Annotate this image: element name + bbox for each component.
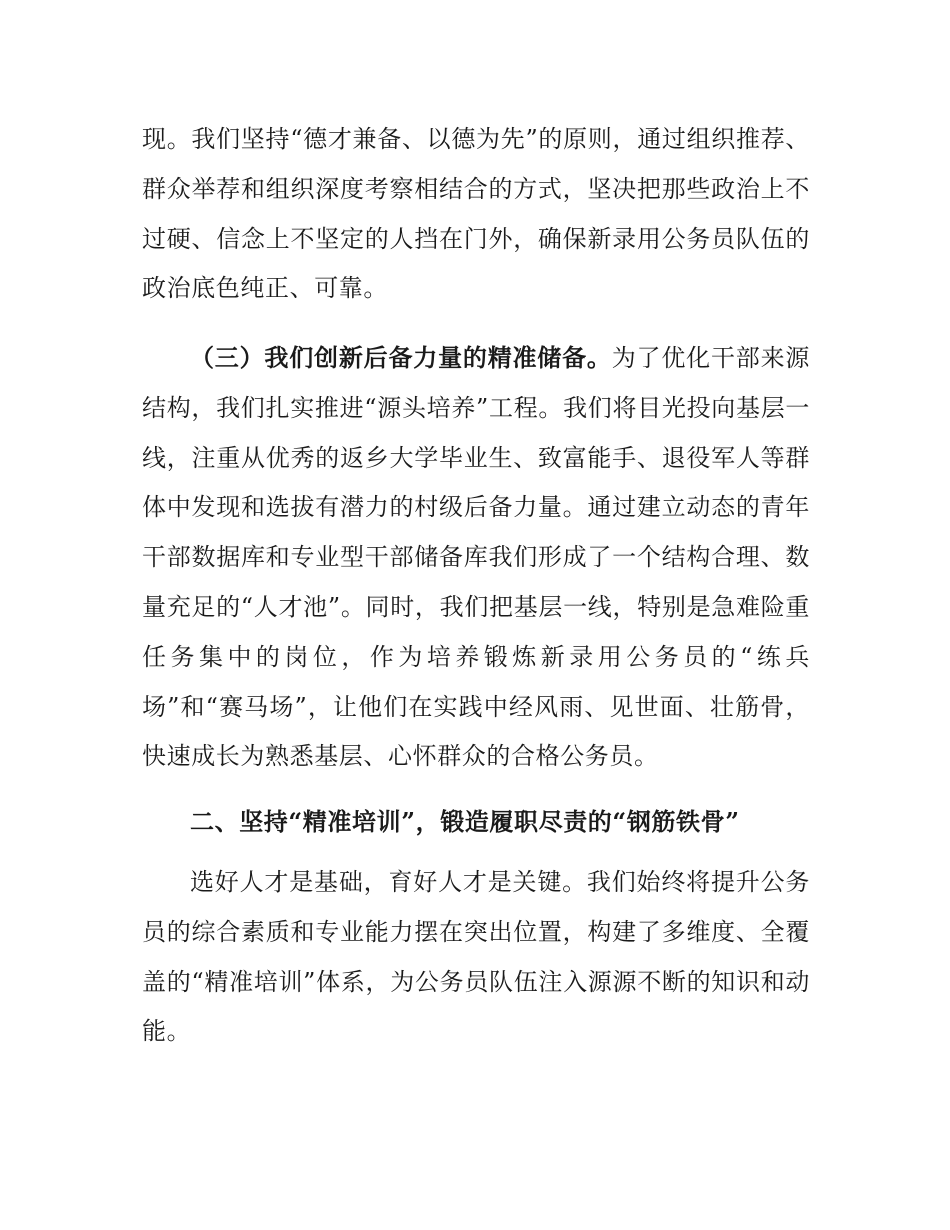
paragraph-reserve-talent xyxy=(142,333,810,782)
paragraph-continuation: 现。我们坚持“德才兼备、以德为先”的原则，通过组织推荐、群众举荐和组织深度考察相结合的方式，坚决把那些政治上不过硬、信念上不坚定的人挡在门外，确保新录用公务员队伍的政治底色纯正、可靠。 xyxy=(142,125,810,303)
paragraph-body: 为了优化干部来源结构，我们扎实推进“源头培养”工程。我们将目光投向基层一线，注重从优秀的返乡大学毕业生、致富能手、退役军人等群体中发现和选拔有潜力的村级后备力量。通过建立动态的青年干部数据库和专业型干部储备库我们形成了一个结构合理、数量充足的“人才池”。同时，我们把基层一线，特别是急难险重任务集中的岗位，作为培养锻炼新录用公务员的“练兵场”和“赛马场”，让他们在实践中经风雨、见世面、壮筋骨，快速成长为熟悉基层、心怀群众的合格公务员。 xyxy=(142,344,810,771)
section-heading-2: 二、坚持“精准培训”，锻造履职尽责的“钢筋铁骨” xyxy=(190,807,740,836)
paragraph-lead-heading: （三）我们创新后备力量的精准储备。 xyxy=(190,343,612,372)
paragraph-training-intro: 选好人才是基础，育好人才是关键。我们始终将提升公务员的综合素质和专业能力摆在突出位置，构建了多维度、全覆盖的“精准培训”体系，为公务员队伍注入源源不断的知识和动能。 xyxy=(142,868,810,1046)
